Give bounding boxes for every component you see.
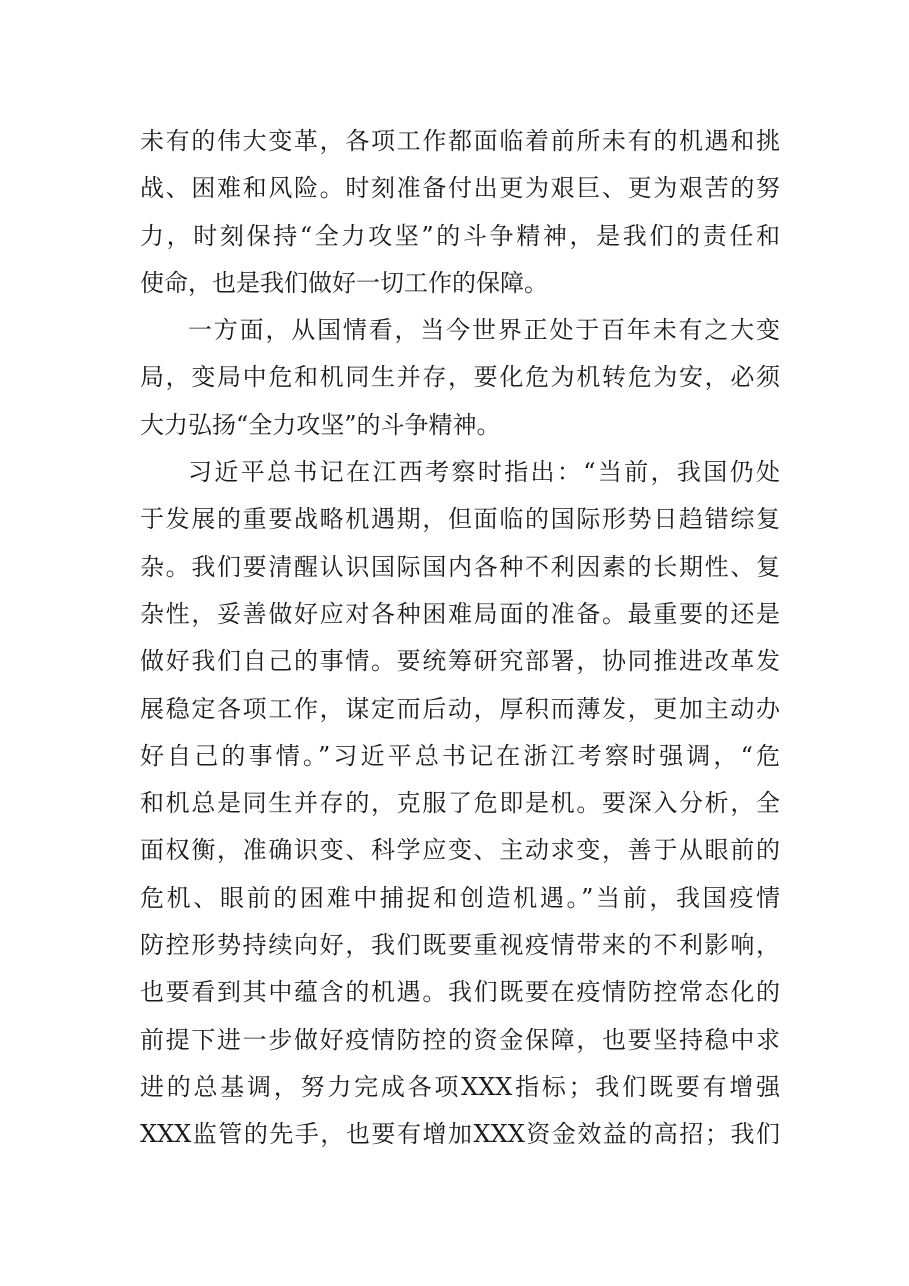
- text-line: 面权衡，准确识变、科学应变、主动求变，善于从眼前的: [140, 836, 780, 865]
- paragraph-1: [140, 118, 780, 307]
- text-line: 防控形势持续向好，我们既要重视疫情带来的不利影响，: [140, 931, 780, 960]
- text-line: 进的总基调，努力完成各项XXX指标；我们既要有增强: [140, 1072, 780, 1101]
- text-line: 做好我们自己的事情。要统筹研究部署，协同推进改革发: [140, 647, 780, 676]
- text-line: 战、困难和风险。时刻准备付出更为艰巨、更为艰苦的努: [140, 174, 780, 203]
- text-line: 危机、眼前的困难中捕捉和创造机遇。”当前，我国疫情: [140, 883, 780, 912]
- paragraph-2: [140, 307, 780, 449]
- text-line: 力，时刻保持“全力攻坚”的斗争精神，是我们的责任和: [140, 221, 780, 250]
- text-line: 和机总是同生并存的，克服了危即是机。要深入分析，全: [140, 789, 780, 818]
- text-line: 未有的伟大变革，各项工作都面临着前所未有的机遇和挑: [140, 127, 780, 155]
- text-line: 于发展的重要战略机遇期，但面临的国际形势日趋错综复: [140, 505, 780, 534]
- text-line: 习近平总书记在江西考察时指出：“当前，我国仍处: [188, 458, 780, 487]
- paragraph-3: [140, 449, 780, 1158]
- text-line: 好自己的事情。”习近平总书记在浙江考察时强调，“危: [140, 741, 780, 770]
- text-line: 展稳定各项工作，谋定而后动，厚积而薄发，更加主动办: [140, 694, 780, 723]
- text-line: 杂性，妥善做好应对各种困难局面的准备。最重要的还是: [140, 599, 780, 628]
- text-line: 也要看到其中蕴含的机遇。我们既要在疫情防控常态化的: [140, 978, 780, 1007]
- text-line: 大力弘扬“全力攻坚”的斗争精神。: [140, 410, 501, 439]
- text-line: 前提下进一步做好疫情防控的资金保障，也要坚持稳中求: [140, 1025, 780, 1054]
- text-line: XXX监管的先手，也要有增加XXX资金效益的高招；我们: [140, 1120, 780, 1149]
- text-line: 使命，也是我们做好一切工作的保障。: [140, 268, 548, 297]
- body-text: [140, 118, 780, 1159]
- text-line: 杂。我们要清醒认识国际国内各种不利因素的长期性、复: [140, 552, 780, 581]
- text-line: 一方面，从国情看，当今世界正处于百年未有之大变: [188, 316, 780, 345]
- text-line: 局，变局中危和机同生并存，要化危为机转危为安，必须: [140, 363, 780, 392]
